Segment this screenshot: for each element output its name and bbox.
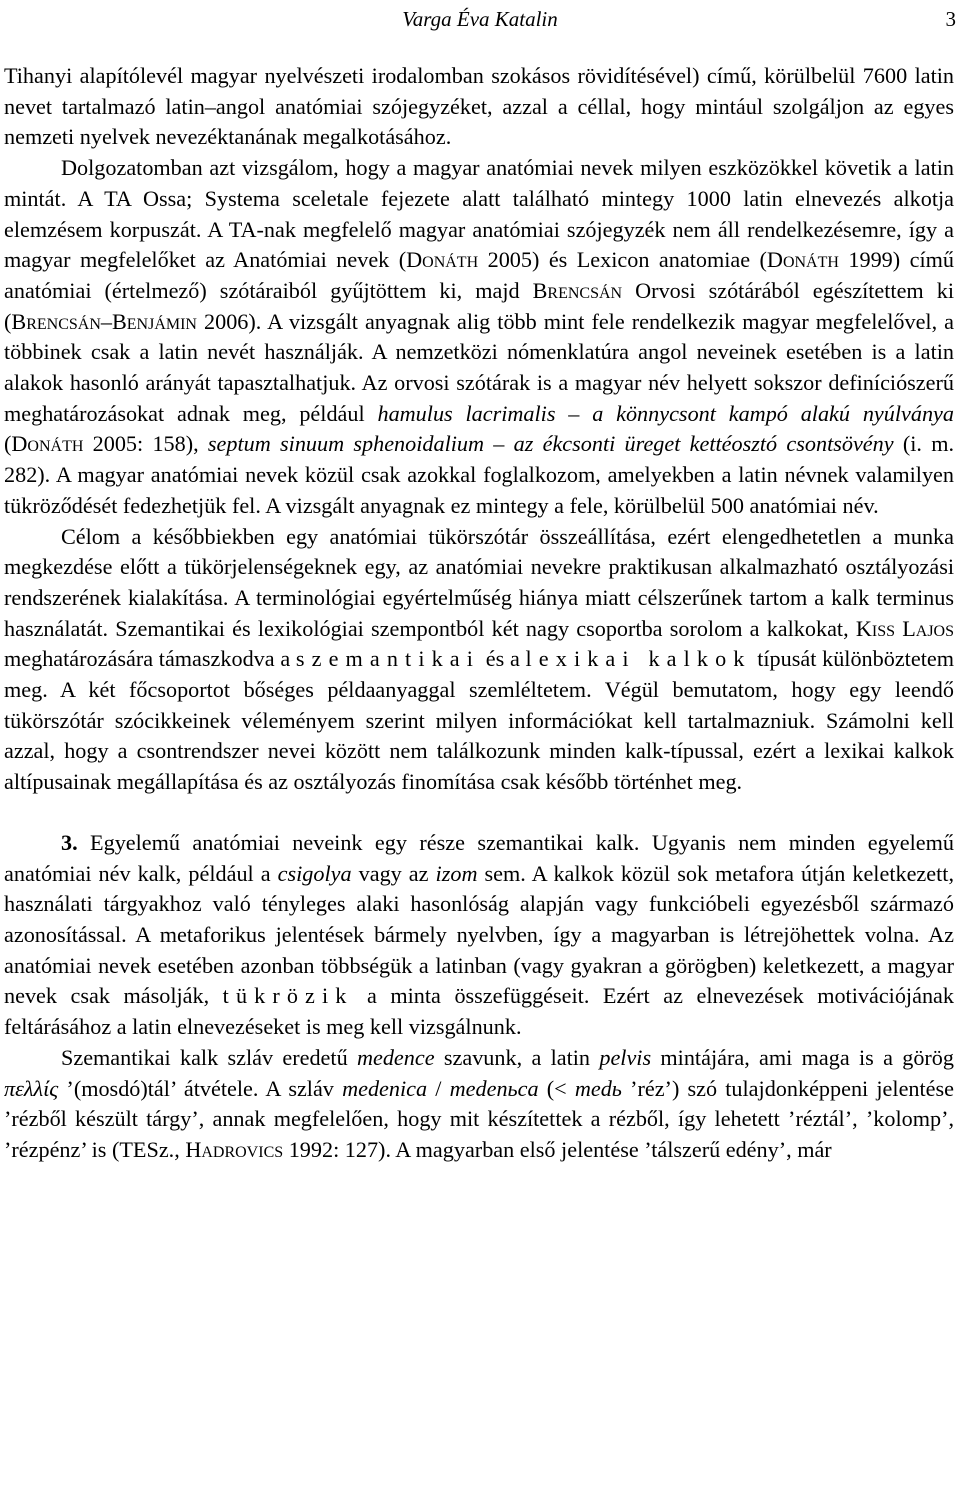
text-run: Dolgozatomban azt vizsgálom, hogy a magyar anatómiai nevek milyen eszközökkel követik a latin mintát. A TA Ossa; Systema sceletale fejezete alatt található mintegy 1000 latin elnevezés alkotja elemzésem korpuszát. A TA-nak megfelelő magyar anatómiai szójegyzék nem áll rendelkezésemre, így a magyar megfelelőket az Anatómiai nevek ( bbox=[4, 155, 954, 273]
text-run: típusát különböztetem meg. A két főcsoportot bőséges példaanyaggal szemléltetem. Végül bemutatom, hogy egy leendő tükörszótár szócikkeinek véleményem szerint milyen információkat kell tartalmazniuk. Számolni kell azzal, hogy a csontrendszer nevei között nem találkozunk minden kalk-típussal, ezért a lexikai kalkok altípusainak megállapítása és az osztályozás finomítása csak később történhet meg. bbox=[4, 646, 954, 795]
text-run: meghatározására támaszkodva a bbox=[4, 646, 296, 672]
paragraph-3 bbox=[4, 522, 954, 798]
body-text bbox=[4, 61, 954, 1166]
spaced-term: tükrözik bbox=[222, 983, 354, 1009]
running-head-author: Varga Éva Katalin bbox=[402, 7, 558, 31]
author-citation: Kiss Lajos bbox=[855, 615, 954, 641]
text-run: 2005) és Lexicon anatomiae ( bbox=[478, 247, 767, 273]
text-run: / bbox=[427, 1075, 450, 1101]
paragraph-5 bbox=[4, 1043, 954, 1166]
text-run: 2006). A vizsgált anyagnak alig több mint fele rendelkezik magyar megfelelővel, a többinek csak a latin nevét használják. A nemzetközi nómenklatúra angol neveinek esetében is a latin alakok hasonló arányát tapasztalhatjuk. Az orvosi szótárak is a magyar név helyett sokszor definíciószerű meghatározásokat adnak meg, például bbox=[4, 308, 954, 426]
text-run: Célom a későbbiekben egy anatómiai tükörszótár összeállítása, ezért elengedhetetlen a munka megkezdése előtt a tükörjelenségeknek egy, az anatómiai nevekre praktikusan alkalmazható osztályozási rendszerének kialakítása. A terminológiai egyértelműség hiánya miatt célszerűnek tartom a kalk terminus használatát. Szemantikai és lexikológiai szempontból két nagy csoportba sorolom a kalkokat, bbox=[4, 523, 954, 641]
example-term: septum sinuum sphenoidalium – az ékcsonti üreget kettéosztó csontsövény bbox=[207, 431, 894, 457]
text-run: ( bbox=[4, 431, 12, 457]
example-term: medenьca bbox=[449, 1075, 539, 1101]
text-run: (i. m. 282). A magyar anatómiai nevek közül csak azokkal foglalkozom, amelyekben a latin névnek valamilyen tükröződését fedezhetjük fel. A vizsgált anyagnak ez mintegy a fele, körülbelül 500 anatómiai név. bbox=[4, 431, 955, 518]
example-term: hamulus lacrimalis – a könnycsont kampó alakú nyúlványa bbox=[377, 400, 954, 426]
author-citation: Brencsán–Benjámin bbox=[11, 308, 197, 334]
text-run: (< bbox=[538, 1075, 575, 1101]
text-run: Egyelemű anatómiai neveink egy része szemantikai kalk. Ugyanis nem minden egyelemű anatómiai név kalk, például a bbox=[4, 829, 954, 886]
section-3-paragraph bbox=[4, 828, 954, 1043]
paragraph-text: Tihanyi alapítólevél magyar nyelvészeti irodalomban szokásos rövidítésével) című, körülbelül 7600 latin nevet tartalmazó latin–angol anatómiai szójegyzéket, azzal a céllal, hogy mintául szolgáljon az egyes nemzeti nyelvek nevezéktanának megalkotásához. bbox=[4, 63, 954, 150]
spaced-term: lexikai kalkok bbox=[525, 646, 752, 672]
running-header bbox=[0, 4, 960, 34]
text-run: ’(mosdó)tál’ átvétele. A szláv bbox=[58, 1075, 343, 1101]
example-term: medenica bbox=[342, 1075, 428, 1101]
text-run: Orvosi szótárából egészítettem ki ( bbox=[4, 277, 954, 334]
author-citation: Hadrovics bbox=[185, 1136, 284, 1162]
example-term: csigolya bbox=[277, 860, 352, 886]
text-run: 1999) című anatómiai (értelmező) szótáraiból gyűjtöttem ki, majd bbox=[4, 247, 954, 303]
author-citation: Brencsán bbox=[532, 277, 623, 303]
text-run: 1992: 127). A magyarban első jelentése ’tálszerű edény’, már bbox=[283, 1136, 832, 1162]
author-citation: Donáth bbox=[406, 247, 479, 273]
example-term: πελλίς bbox=[4, 1075, 59, 1101]
text-run: szavunk, a latin bbox=[434, 1044, 600, 1070]
text-run: vagy az bbox=[351, 860, 436, 886]
page-number: 3 bbox=[945, 7, 956, 31]
text-run: ’réz’) szó tulajdonképpeni jelentése ’rézből készült tárgy’, annak megfelelően, hogy mit készítettek a rézből, így lehetett ’réztál’, ’kolomp’, ’rézpénz’ is (TESz., bbox=[4, 1075, 955, 1162]
text-run: a minta összefüggéseit. Ezért az elnevezések motivációjának feltárásához a latin elnevezéseket is meg kell vizsgálnunk. bbox=[4, 983, 954, 1040]
text-run: Szemantikai kalk szláv eredetű bbox=[61, 1044, 357, 1070]
author-citation: Donáth bbox=[11, 431, 84, 457]
section-number: 3. bbox=[61, 829, 78, 855]
text-run: 2005: 158), bbox=[83, 431, 208, 457]
paragraph-1 bbox=[4, 61, 954, 153]
paragraph-2 bbox=[4, 153, 954, 521]
author-citation: Donáth bbox=[766, 247, 839, 273]
example-term: medь bbox=[574, 1075, 622, 1101]
example-term: medence bbox=[356, 1044, 435, 1070]
example-term: pelvis bbox=[599, 1044, 652, 1070]
example-term: izom bbox=[435, 860, 478, 886]
spaced-term: szemantikai bbox=[295, 646, 481, 672]
text-run: mintájára, ami maga is a görög bbox=[651, 1044, 954, 1070]
text-run: sem. A kalkok közül sok metafora útján keletkezett, használati tárgyakhoz való tényleges alaki hasonlóság alapján vagy funkcióbeli egyezésből származó azonosítással. A metaforikus jelentések bármely nyelvben, így a magyarban is létrejöhettek volna. Az anatómiai nevek esetében azonban többségük a latinban (vagy gyakran a görögben) keletkezett, a magyar nevek csak másolják, bbox=[4, 860, 955, 1009]
text-run: és a bbox=[480, 646, 526, 672]
